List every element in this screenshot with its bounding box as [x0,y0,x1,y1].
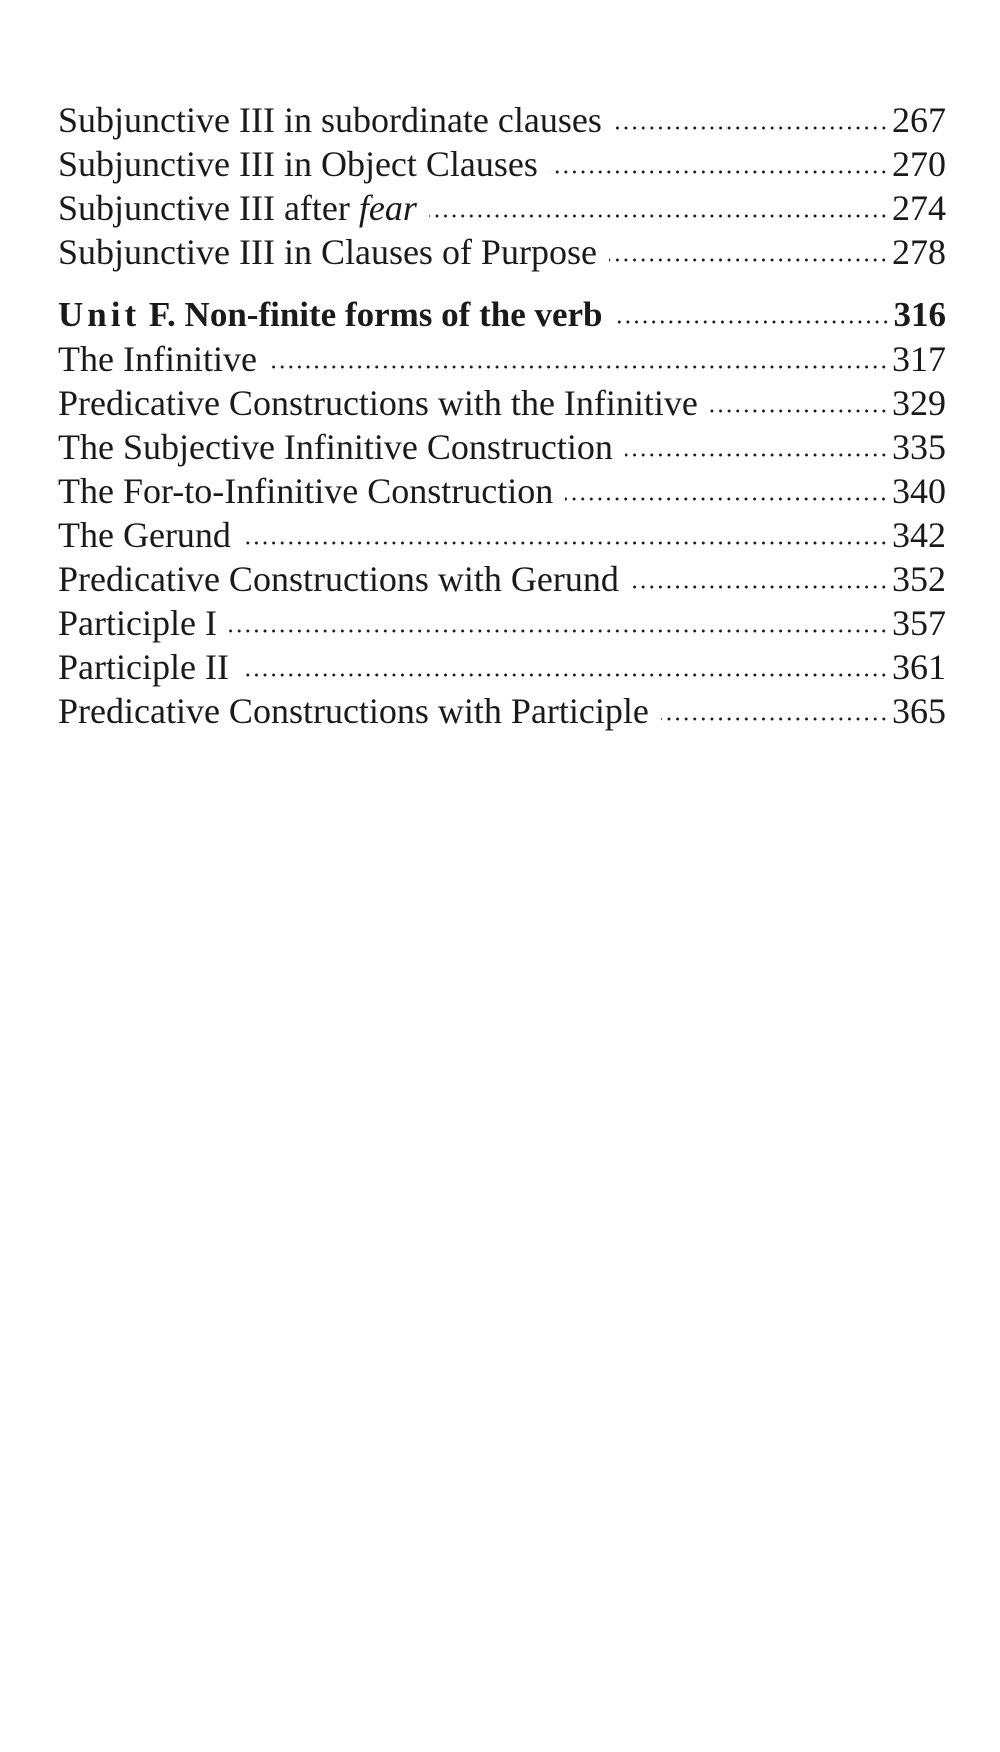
dot-leader [615,318,890,326]
toc-entry-title-prefix: Subjunctive III after [58,188,359,228]
toc-entry-title: The Infinitive [58,339,257,379]
dot-leader [429,212,888,220]
toc-entry-page: 329 [892,383,946,423]
toc-entry-title [58,186,417,230]
toc-entry-title: Predicative Constructions with Participle [58,691,649,731]
toc-entry-title: The Gerund [58,515,231,555]
toc-entry-title: Participle II [58,647,229,687]
toc-entry[interactable] [58,381,946,425]
dot-leader [625,451,888,459]
toc-entry[interactable] [58,337,946,381]
toc-group-subjunctive [58,98,946,274]
toc-entry-page: 274 [892,188,946,228]
toc-entry[interactable] [58,645,946,689]
toc-entry[interactable] [58,425,946,469]
toc-entry-page: 270 [892,144,946,184]
toc-entry-page: 267 [892,100,946,140]
toc-entry-title: The For-to-Infinitive Construction [58,471,554,511]
toc-entry-page: 365 [892,691,946,731]
dot-leader [661,715,888,723]
toc-entry-page: 342 [892,515,946,555]
toc-entry-title: Subjunctive III in subordinate clauses [58,100,602,140]
toc-entry[interactable] [58,469,946,513]
toc-entry[interactable] [58,142,946,186]
dot-leader [710,407,888,415]
dot-leader [269,363,888,371]
toc-entry-title-emphasis: fear [358,188,417,228]
toc-unit-name: F. Non-finite forms of the verb [148,295,603,334]
toc-entry[interactable] [58,513,946,557]
toc-entry-title: The Subjective Infinitive Construction [58,427,613,467]
toc-entry-page: 352 [892,559,946,599]
toc-entry[interactable] [58,98,946,142]
toc-entry-title: Participle I [58,603,217,643]
toc-unit-heading[interactable] [58,293,946,337]
toc-entry[interactable] [58,601,946,645]
toc-group-non-finite [58,293,946,733]
dot-leader [550,168,888,176]
toc-entry-title: Subjunctive III in Object Clauses [58,144,538,184]
toc-entry-page: 316 [893,295,946,334]
dot-leader [565,495,888,503]
toc-unit-title [58,293,603,337]
toc-entry-page: 361 [892,647,946,687]
dot-leader [631,583,888,591]
toc-entry-title: Predicative Constructions with the Infinitive [58,383,698,423]
toc-entry-title: Predicative Constructions with Gerund [58,559,619,599]
toc-unit-word: Unit [58,295,141,334]
toc-entry[interactable] [58,186,946,230]
dot-leader [229,627,888,635]
dot-leader [243,539,888,547]
toc-entry-page: 357 [892,603,946,643]
toc-entry[interactable] [58,557,946,601]
toc-entry-title: Subjunctive III in Clauses of Purpose [58,232,597,272]
toc-entry-page: 340 [892,471,946,511]
dot-leader [241,671,888,679]
table-of-contents [58,98,946,733]
toc-entry[interactable] [58,689,946,733]
toc-entry[interactable] [58,230,946,274]
dot-leader [609,256,888,264]
toc-entry-page: 335 [892,427,946,467]
dot-leader [614,124,888,132]
toc-entry-page: 278 [892,232,946,272]
toc-entry-page: 317 [892,339,946,379]
